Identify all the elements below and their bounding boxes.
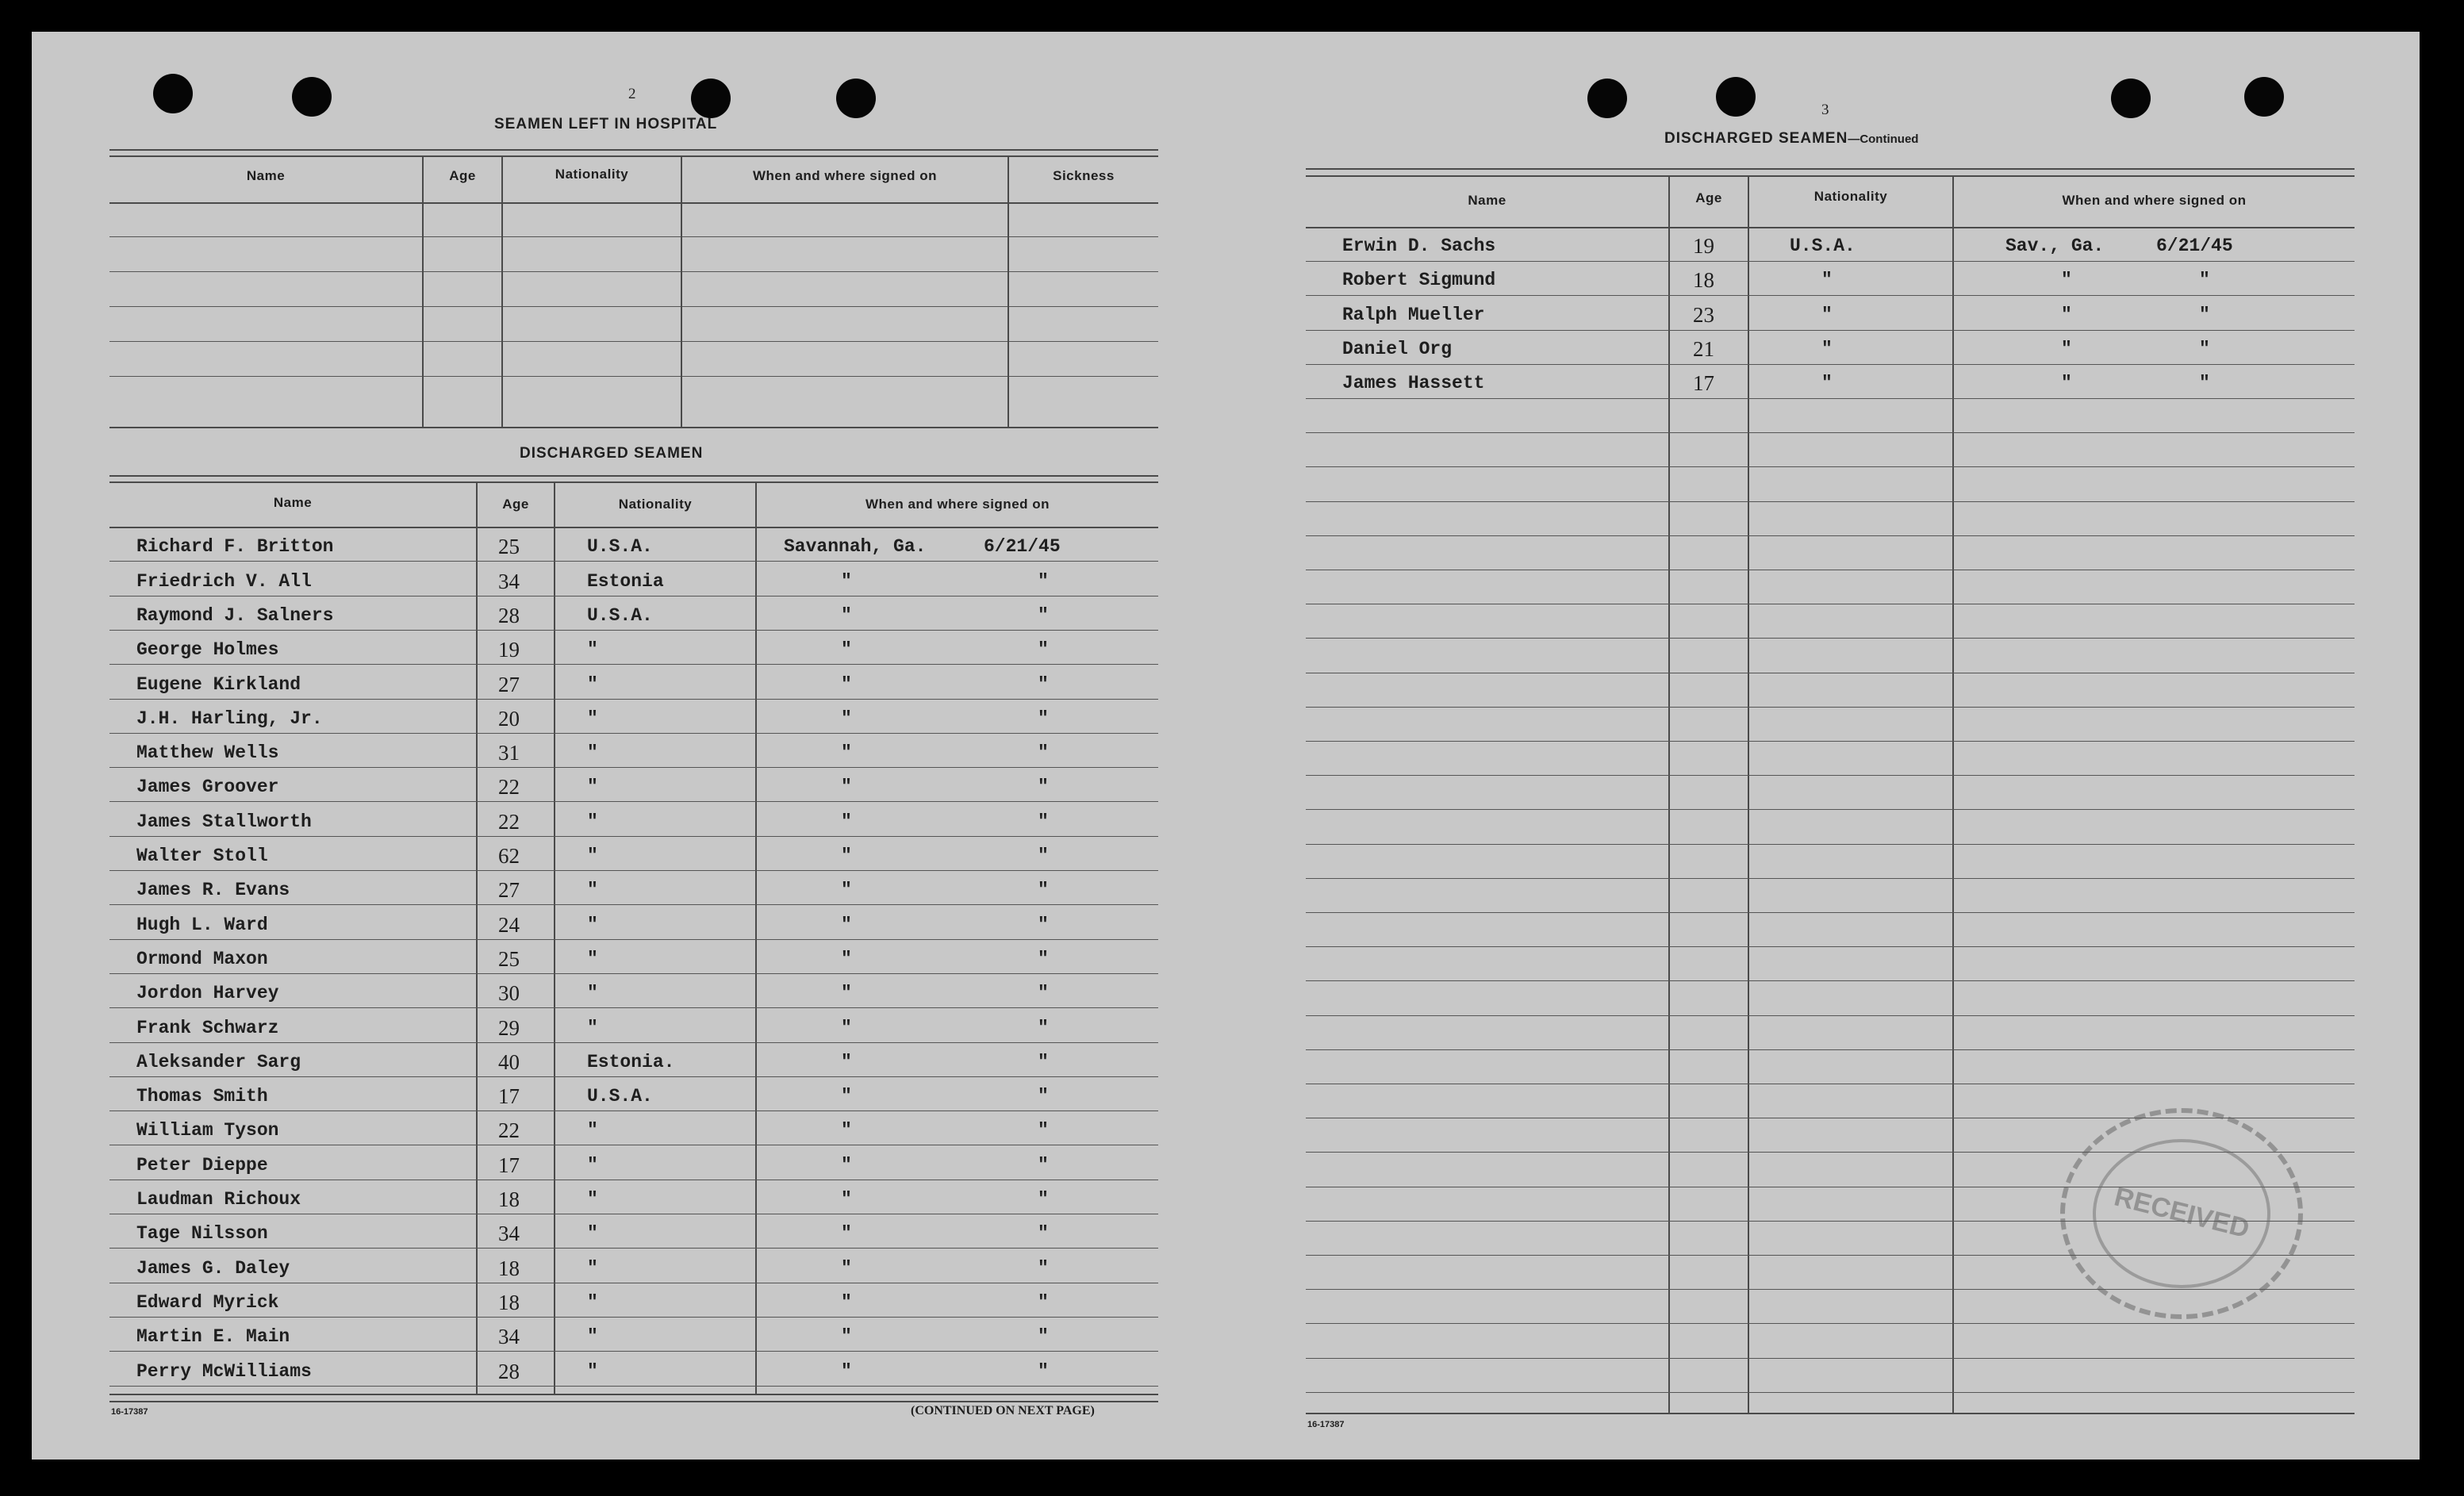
row-signed-on-date: " xyxy=(1038,915,1049,935)
row-name: Raymond J. Salners xyxy=(136,605,334,626)
row-nationality: U.S.A. xyxy=(1790,236,1856,256)
received-stamp xyxy=(2055,1103,2309,1325)
row-signed-on-place: " xyxy=(841,1155,852,1176)
col-divider xyxy=(755,481,757,1394)
row-name: Laudman Richoux xyxy=(136,1189,301,1210)
punch-hole xyxy=(836,79,876,118)
row-signed-on-place: " xyxy=(841,674,852,695)
row-rule xyxy=(109,1317,1158,1318)
row-signed-on-place: " xyxy=(2061,339,2072,359)
col-divider xyxy=(681,155,682,427)
row-rule xyxy=(1306,330,2355,331)
row-name: Ralph Mueller xyxy=(1342,305,1485,325)
row-signed-on-place: " xyxy=(841,880,852,900)
rule xyxy=(109,341,1158,342)
row-rule xyxy=(109,561,1158,562)
row-nationality: " xyxy=(587,949,598,969)
row-signed-on-place: " xyxy=(841,639,852,660)
row-rule xyxy=(1306,844,2355,845)
row-rule xyxy=(109,1076,1158,1077)
row-rule xyxy=(1306,261,2355,262)
row-nationality: " xyxy=(587,811,598,832)
row-age: 30 xyxy=(498,981,520,1005)
rule xyxy=(109,155,1158,157)
rule xyxy=(1306,1413,2355,1414)
row-signed-on-place: " xyxy=(841,1086,852,1107)
row-rule xyxy=(1306,741,2355,742)
discharged-header-age: Age xyxy=(502,497,529,512)
page-number: 2 xyxy=(628,86,636,102)
row-signed-on-date: " xyxy=(2199,305,2210,325)
punch-hole xyxy=(691,79,731,118)
header-age: Age xyxy=(1695,190,1722,205)
row-age: 34 xyxy=(498,1222,520,1245)
row-name: Frank Schwarz xyxy=(136,1018,279,1038)
row-signed-on-date: 6/21/45 xyxy=(2156,236,2233,256)
row-nationality: Estonia. xyxy=(587,1052,675,1072)
row-nationality: " xyxy=(587,1292,598,1313)
row-signed-on-place: " xyxy=(841,846,852,866)
row-rule xyxy=(1306,980,2355,981)
col-divider xyxy=(1668,175,1670,1413)
rule xyxy=(109,271,1158,272)
discharged-section-title: DISCHARGED SEAMEN xyxy=(520,445,704,462)
page-number: 3 xyxy=(1821,102,1829,118)
row-age: 19 xyxy=(1693,234,1714,258)
hospital-header-nationality: Nationality xyxy=(555,167,629,182)
row-name: Friedrich V. All xyxy=(136,571,312,592)
row-rule xyxy=(109,1351,1158,1352)
row-name: James R. Evans xyxy=(136,880,290,900)
row-signed-on-date: " xyxy=(1038,1326,1049,1347)
row-nationality: " xyxy=(587,777,598,797)
row-name: Robert Sigmund xyxy=(1342,270,1496,290)
row-signed-on-place: " xyxy=(841,949,852,969)
rule xyxy=(109,481,1158,483)
row-nationality: " xyxy=(587,1120,598,1141)
row-rule xyxy=(109,630,1158,631)
row-age: 19 xyxy=(498,638,520,662)
row-signed-on-date: " xyxy=(1038,1120,1049,1141)
row-nationality: " xyxy=(1821,270,1833,290)
row-name: Aleksander Sarg xyxy=(136,1052,301,1072)
row-signed-on-date: " xyxy=(1038,1086,1049,1107)
row-signed-on-place: " xyxy=(841,742,852,763)
row-rule xyxy=(1306,1015,2355,1016)
row-rule xyxy=(109,767,1158,768)
row-signed-on-place: " xyxy=(2061,373,2072,393)
row-rule xyxy=(1306,878,2355,879)
row-name: Hugh L. Ward xyxy=(136,915,268,935)
row-name: Eugene Kirkland xyxy=(136,674,301,695)
form-number: 16-17387 xyxy=(111,1407,148,1417)
rule xyxy=(109,1401,1158,1402)
row-signed-on-place: Savannah, Ga. xyxy=(784,536,927,557)
row-signed-on-place: " xyxy=(841,708,852,729)
rule xyxy=(109,149,1158,151)
row-rule xyxy=(1306,638,2355,639)
rule xyxy=(109,475,1158,477)
title-text: DISCHARGED SEAMEN xyxy=(1664,130,1848,147)
row-age: 22 xyxy=(498,1118,520,1142)
row-signed-on-date: " xyxy=(2199,270,2210,290)
row-rule xyxy=(1306,432,2355,433)
row-signed-on-place: " xyxy=(841,777,852,797)
row-age: 18 xyxy=(1693,268,1714,292)
row-signed-on-place: " xyxy=(841,983,852,1003)
row-nationality: " xyxy=(1821,373,1833,393)
row-nationality: " xyxy=(587,1361,598,1382)
row-rule xyxy=(109,1007,1158,1008)
row-nationality: " xyxy=(587,1258,598,1279)
row-signed-on-date: " xyxy=(1038,639,1049,660)
row-rule xyxy=(109,1386,1158,1387)
row-signed-on-date: " xyxy=(1038,1155,1049,1176)
row-age: 34 xyxy=(498,1325,520,1348)
row-age: 23 xyxy=(1693,303,1714,327)
row-rule xyxy=(1306,295,2355,296)
hospital-section-title: SEAMEN LEFT IN HOSPITAL xyxy=(494,116,718,132)
col-divider xyxy=(1748,175,1749,1413)
row-name: Perry McWilliams xyxy=(136,1361,312,1382)
row-rule xyxy=(109,1110,1158,1111)
row-age: 34 xyxy=(498,570,520,593)
row-age: 21 xyxy=(1693,337,1714,361)
row-rule xyxy=(109,664,1158,665)
col-divider xyxy=(1007,155,1009,427)
row-age: 40 xyxy=(498,1050,520,1074)
row-signed-on-date: " xyxy=(1038,777,1049,797)
row-rule xyxy=(109,699,1158,700)
row-signed-on-place: " xyxy=(841,1120,852,1141)
punch-hole xyxy=(1587,79,1627,118)
row-nationality: " xyxy=(587,1189,598,1210)
col-divider xyxy=(476,481,478,1394)
row-name: J.H. Harling, Jr. xyxy=(136,708,323,729)
rule xyxy=(1306,168,2355,170)
row-signed-on-date: " xyxy=(1038,742,1049,763)
row-age: 27 xyxy=(498,878,520,902)
row-rule xyxy=(1306,946,2355,947)
row-nationality: " xyxy=(587,983,598,1003)
row-nationality: U.S.A. xyxy=(587,536,653,557)
row-nationality: " xyxy=(587,674,598,695)
punch-hole xyxy=(153,74,193,113)
row-nationality: U.S.A. xyxy=(587,605,653,626)
row-nationality: " xyxy=(587,846,598,866)
discharged-header-nationality: Nationality xyxy=(618,497,693,512)
row-age: 17 xyxy=(1693,371,1714,395)
row-age: 28 xyxy=(498,604,520,627)
col-divider xyxy=(1952,175,1954,1413)
hospital-header-sickness: Sickness xyxy=(1053,168,1115,183)
row-rule xyxy=(1306,912,2355,913)
row-signed-on-place: " xyxy=(841,1223,852,1244)
row-signed-on-place: " xyxy=(841,1052,852,1072)
row-signed-on-date: " xyxy=(2199,339,2210,359)
row-signed-on-date: 6/21/45 xyxy=(984,536,1061,557)
row-nationality: " xyxy=(587,639,598,660)
row-name: James Stallworth xyxy=(136,811,312,832)
row-signed-on-place: " xyxy=(841,1326,852,1347)
row-name: James Hassett xyxy=(1342,373,1485,393)
col-divider xyxy=(501,155,503,427)
row-rule xyxy=(1306,809,2355,810)
col-divider xyxy=(554,481,555,1394)
row-rule xyxy=(1306,1049,2355,1050)
row-signed-on-date: " xyxy=(1038,571,1049,592)
row-name: Richard F. Britton xyxy=(136,536,334,557)
row-signed-on-date: " xyxy=(1038,1223,1049,1244)
row-signed-on-place: " xyxy=(2061,270,2072,290)
form-number: 16-17387 xyxy=(1307,1420,1345,1429)
row-rule xyxy=(109,836,1158,837)
row-signed-on-date: " xyxy=(1038,605,1049,626)
row-rule xyxy=(109,904,1158,905)
discharged-header-signed-on: When and where signed on xyxy=(865,497,1050,512)
row-rule xyxy=(1306,501,2355,502)
row-name: Thomas Smith xyxy=(136,1086,268,1107)
row-age: 17 xyxy=(498,1084,520,1108)
row-nationality: " xyxy=(587,708,598,729)
row-name: Matthew Wells xyxy=(136,742,279,763)
row-age: 18 xyxy=(498,1256,520,1280)
row-rule xyxy=(109,1042,1158,1043)
row-name: Walter Stoll xyxy=(136,846,268,866)
row-signed-on-date: " xyxy=(1038,949,1049,969)
row-name: James Groover xyxy=(136,777,279,797)
row-rule xyxy=(1306,707,2355,708)
row-nationality: U.S.A. xyxy=(587,1086,653,1107)
stamp-text: RECEIVED xyxy=(2111,1181,2253,1245)
row-signed-on-place: " xyxy=(841,915,852,935)
row-signed-on-date: " xyxy=(1038,708,1049,729)
row-rule xyxy=(1306,1392,2355,1393)
row-name: Peter Dieppe xyxy=(136,1155,268,1176)
row-signed-on-date: " xyxy=(1038,1361,1049,1382)
rule xyxy=(109,1394,1158,1395)
row-signed-on-place: " xyxy=(2061,305,2072,325)
hospital-header-signed-on: When and where signed on xyxy=(752,168,938,183)
row-age: 18 xyxy=(498,1187,520,1211)
rule xyxy=(1306,175,2355,177)
row-rule xyxy=(1306,364,2355,365)
row-rule xyxy=(109,939,1158,940)
row-age: 17 xyxy=(498,1153,520,1177)
row-age: 18 xyxy=(498,1291,520,1314)
row-signed-on-date: " xyxy=(1038,846,1049,866)
row-name: Martin E. Main xyxy=(136,1326,290,1347)
row-age: 22 xyxy=(498,775,520,799)
row-nationality: " xyxy=(587,1155,598,1176)
row-signed-on-place: " xyxy=(841,571,852,592)
hospital-header-name: Name xyxy=(246,168,286,183)
header-name: Name xyxy=(1468,193,1506,208)
row-age: 22 xyxy=(498,810,520,834)
rule xyxy=(109,306,1158,307)
row-rule xyxy=(1306,535,2355,536)
row-rule xyxy=(109,973,1158,974)
rule xyxy=(109,427,1158,428)
rule xyxy=(109,527,1158,528)
punch-hole xyxy=(292,77,332,117)
row-signed-on-date: " xyxy=(1038,1258,1049,1279)
row-signed-on-date: " xyxy=(2199,373,2210,393)
rule xyxy=(109,236,1158,237)
row-rule xyxy=(109,801,1158,802)
row-rule xyxy=(1306,398,2355,399)
rule xyxy=(109,376,1158,377)
row-name: Tage Nilsson xyxy=(136,1223,268,1244)
row-rule xyxy=(109,1248,1158,1249)
row-name: James G. Daley xyxy=(136,1258,290,1279)
row-signed-on-date: " xyxy=(1038,1052,1049,1072)
row-rule xyxy=(1306,775,2355,776)
punch-hole xyxy=(2111,79,2151,118)
punch-hole xyxy=(2244,77,2284,117)
row-nationality: " xyxy=(1821,339,1833,359)
row-name: Jordon Harvey xyxy=(136,983,279,1003)
col-divider xyxy=(422,155,424,427)
row-signed-on-date: " xyxy=(1038,880,1049,900)
row-age: 62 xyxy=(498,844,520,868)
row-name: Ormond Maxon xyxy=(136,949,268,969)
row-age: 20 xyxy=(498,707,520,731)
header-signed-on: When and where signed on xyxy=(2062,193,2247,208)
row-age: 24 xyxy=(498,913,520,937)
row-signed-on-date: " xyxy=(1038,1018,1049,1038)
rule xyxy=(109,202,1158,204)
row-signed-on-place: " xyxy=(841,1018,852,1038)
row-nationality: " xyxy=(587,915,598,935)
row-signed-on-date: " xyxy=(1038,983,1049,1003)
row-signed-on-date: " xyxy=(1038,1292,1049,1313)
row-signed-on-place: " xyxy=(841,1189,852,1210)
row-name: Daniel Org xyxy=(1342,339,1453,359)
row-nationality: " xyxy=(587,1326,598,1347)
row-rule xyxy=(1306,1358,2355,1359)
row-name: Erwin D. Sachs xyxy=(1342,236,1496,256)
row-nationality: " xyxy=(587,1018,598,1038)
row-age: 27 xyxy=(498,673,520,696)
row-rule xyxy=(109,870,1158,871)
row-signed-on-place: " xyxy=(841,1292,852,1313)
rule xyxy=(1306,227,2355,228)
row-rule xyxy=(1306,466,2355,467)
title-suffix: —Continued xyxy=(1848,132,1919,146)
hospital-header-age: Age xyxy=(449,168,476,183)
row-nationality: " xyxy=(587,880,598,900)
row-rule xyxy=(109,733,1158,734)
row-signed-on-place: " xyxy=(841,1258,852,1279)
row-age: 25 xyxy=(498,535,520,558)
row-age: 29 xyxy=(498,1016,520,1040)
row-signed-on-place: Sav., Ga. xyxy=(2005,236,2105,256)
row-name: George Holmes xyxy=(136,639,279,660)
row-nationality: " xyxy=(1821,305,1833,325)
row-signed-on-place: " xyxy=(841,811,852,832)
row-signed-on-place: " xyxy=(841,1361,852,1382)
row-nationality: " xyxy=(587,1223,598,1244)
discharged-continued-title xyxy=(1664,130,1918,148)
row-signed-on-date: " xyxy=(1038,674,1049,695)
row-name: Edward Myrick xyxy=(136,1292,279,1313)
row-age: 31 xyxy=(498,741,520,765)
row-name: William Tyson xyxy=(136,1120,279,1141)
row-nationality: " xyxy=(587,742,598,763)
row-signed-on-place: " xyxy=(841,605,852,626)
row-nationality: Estonia xyxy=(587,571,664,592)
header-nationality: Nationality xyxy=(1813,189,1888,204)
punch-hole xyxy=(1716,77,1756,117)
discharged-header-name: Name xyxy=(273,495,313,510)
row-signed-on-date: " xyxy=(1038,1189,1049,1210)
row-age: 28 xyxy=(498,1360,520,1383)
continued-footer: (CONTINUED ON NEXT PAGE) xyxy=(911,1404,1095,1417)
row-age: 25 xyxy=(498,947,520,971)
row-signed-on-date: " xyxy=(1038,811,1049,832)
